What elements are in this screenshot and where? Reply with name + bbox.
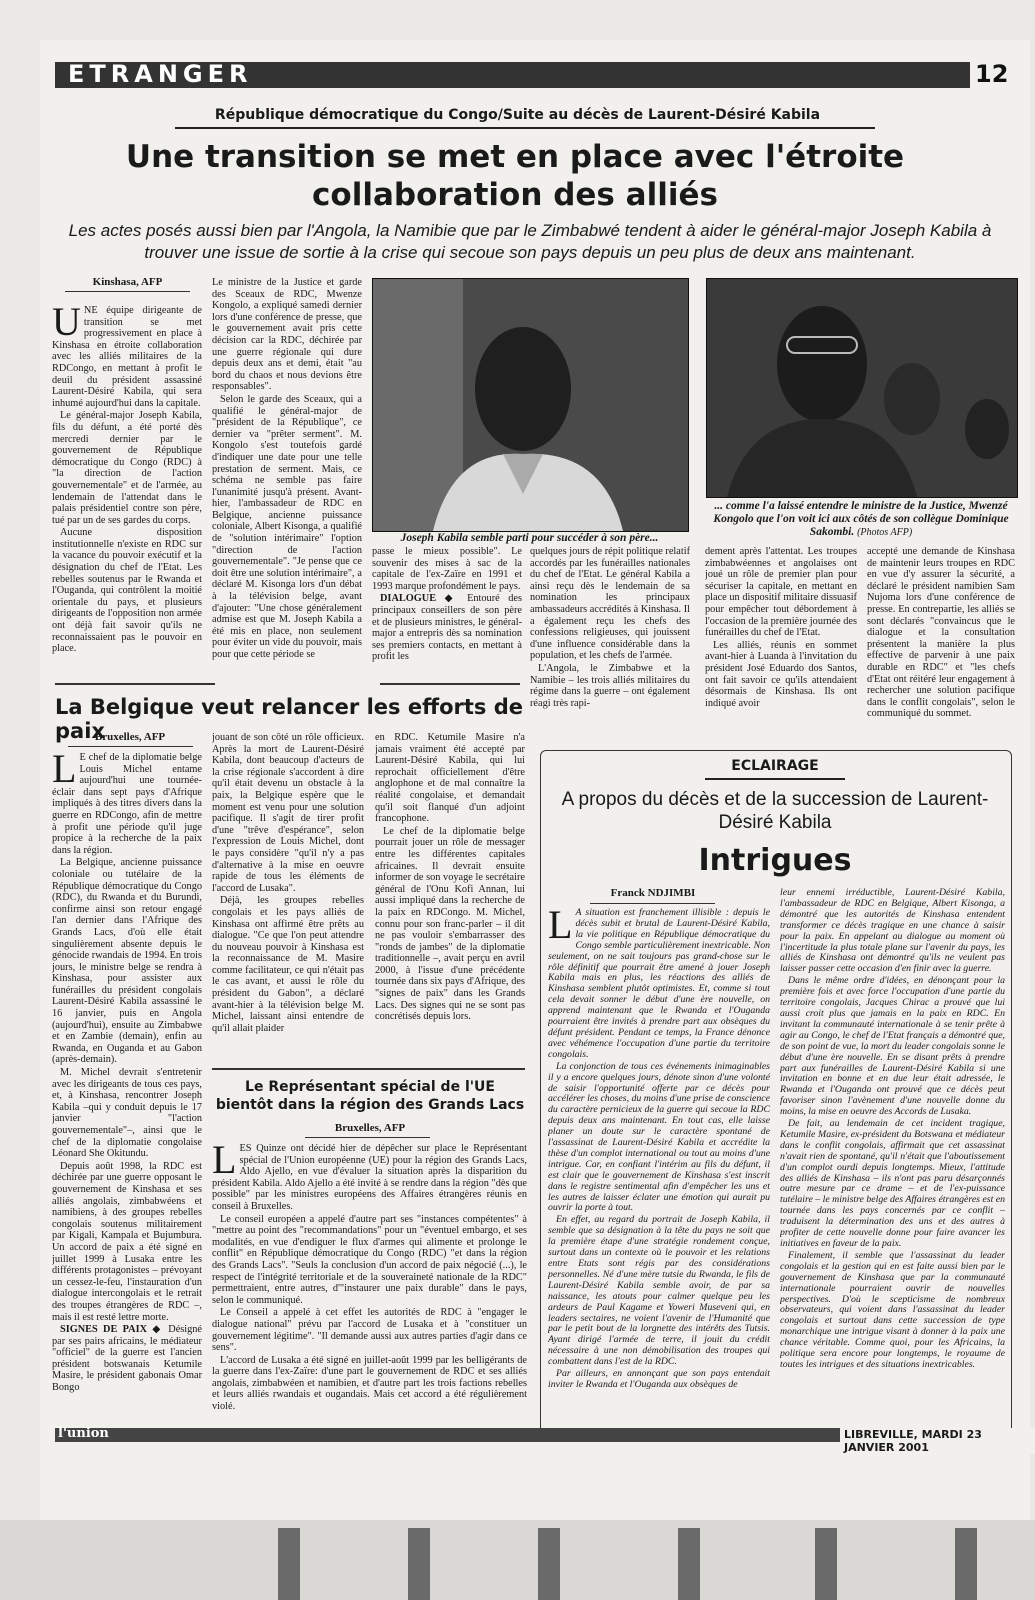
eclairage-tag: ECLAIRAGE (705, 758, 845, 780)
paragraph: Déjà, les groupes rebelles congolais et les pays alliés de Kinshasa ont affirmé être prêts au dialogue. "Ce que l'on peut attendre du nouveau pouvoir à Kinshasa est la reconnaissance de M. Masire comme facilitateur, ce qui n'était pas le cas avant, et aussi le rôle du président du Gabon", a déclaré avant-hier à la télévision belge M. Michel, laissant ainsi entendre de qu'il allait plaider (212, 895, 364, 1034)
paragraph: Finalement, il semble que l'assassinat du leader congolais et la gestion qui en est faite aussi bien par le gouvernement de Kinshasa que par la communauté internationale pourraient ouvrir de nouvelles perspectives. D'où le scepticisme de nombreux observateurs, qui voient dans l'assassinat du leader congolais et surtout dans cette succession de type monarchique une intrigue visant à donner à la paix une chance véritable. Comme quoi, pour les Africains, la politique sera encore pour longtemps, le royaume de toutes les intrigues et des situations inextricables. (780, 1249, 1005, 1370)
paragraph: Par ailleurs, en annonçant que son pays entendait inviter le Rwanda et l'Ouganda aux obsèques de (548, 1368, 770, 1390)
paragraph: ES Quinze ont décidé hier de dépêcher sur place le Représentant spécial de l'Union européenne (UE) pour la région des Grands Lacs, Aldo Ajello, en vue d'évaluer la situation après la disparition du président Kabila. Aldo Ajello a été invité à se rendre dans la région "dès que possible" par les ministres européens des Affaires étrangères réunis en conseil à Bruxelles. (212, 1143, 527, 1212)
paragraph: leur ennemi irréductible, Laurent-Désiré Kabila, l'ambassadeur de RDC en Belgique, Albert Kisonga, a démontré que les autorités de Kinshasa entendent transformer ce décès tragique en une chance à saisir pour la paix. En appelant au dialogue au moment où l'incertitude la plus totale plane sur l'avenir du pays, les alliés de Kinshasa ont démontré qu'ils ne veulent pas laisser passer cette occasion d'en finir avec la guerre. (780, 888, 1005, 975)
photo-credit: (Photos AFP) (857, 527, 913, 538)
eclairage-col-1 (548, 908, 770, 1433)
main-col-1 (52, 305, 202, 677)
scan-stripe (815, 1528, 837, 1600)
scan-stripe (278, 1528, 300, 1600)
paragraph: Entouré des principaux conseillers de son père et de plusieurs ministres, le général-major a entrepris dès sa nomination ses premiers contacts, en mettant à profit les (372, 593, 522, 663)
paragraph: La Belgique, ancienne puissance coloniale ou tutélaire de la République démocratique du Congo (RDC), du Rwanda et du Burundi, confirme ainsi son retour engagé l'an dernier dans l'Afrique des Grands Lacs, d'où elle était singulièrement absente depuis le génocide rwandais de 1994. En trois jours, le ministre belge se rendra à Kinshasa, pour assister aux funérailles du président congolais Laurent-Désiré Kabila assassiné le 16 janvier, puis en Angola (aujourd'hui), ensuite au Zimbabwe et en Zambie (demain), enfin au Rwanda, en Ouganda et au Gabon (après-demain). (52, 857, 202, 1066)
paragraph: Depuis août 1998, la RDC est déchirée par une guerre opposant le gouvernement de Kinshasa et ses alliés angolais, zimbabwéens et namibiens, à des groupes rebelles congolais soutenus militairement par Kigali, Kampala et Bujumbura. Un accord de paix a été signé en juillet 1999 à Lusaka entre les différents protagonistes – prévoyant un cessez-le-feu, l'instauration d'un dialogue intercongolais et le retrait des troupes étrangères de RDC –, mais il est resté lettre morte. (52, 1160, 202, 1323)
photo-joseph-kabila (372, 278, 689, 532)
paragraph: Le Conseil a appelé à cet effet les autorités de RDC à "engager le dialogue national" prévu par l'accord de Lusaka et à "constituer un gouvernement légitime". "Il demande aussi aux autres parties d'agir dans ce sens". (212, 1307, 527, 1354)
paragraph: Le chef de la diplomatie belge pourrait jouer un rôle de messager entre les différentes capitales africaines. Il devrait ensuite informer de son voyage le secrétaire général de l'Onu Kofi Annan, lui aussi impliqué dans la recherche de la paix en RDCongo. M. Michel, connu pour son franc-parler – il dit ne pas vouloir s'embarrasser des "ronds de jambes" de la diplomatie traditionnelle –, avait perçu en avril 2000, à l'issue d'une précédente tournée dans six pays d'Afrique, des "signes de paix" dans les Grands Lacs. Des signes qui ne se sont pas concrétisés depuis lors. (375, 825, 525, 1023)
paragraph: La conjonction de tous ces événements inimaginables il y a encore quelques jours, dénote sinon d'une volonté de saisir l'opportunité offerte par ce décès pour accélérer les choses, du moins d'une prise de conscience du caractère pernicieux de la guerre qui secoue la RDC depuis deux ans maintenant. En tout cas, elle laisse planer un doute sur le caractère spontané de l'assassinat de Laurent-Désiré Kabila et accrédite la thèse d'un complot international ou tout au moins d'une intrigue. Car, en confiant l'intérim au fils du défunt, il est clair que le gouvernement de Kinshasa s'est inscrit dans le registre sentimental afin d'empêcher les uns et les autres de laisser éclater une émotion qui aurait pu ouvrir la porte à tout. (548, 1060, 770, 1214)
paragraph: Le ministre de la Justice et garde des Sceaux de RDC, Mwenze Kongolo, a expliqué samedi dernier lors d'une conférence de presse, que le gouvernement avait pris cette décision car la RDC, déchirée par une guerre régionale qui dure depuis deux ans et demi, était "au bord du chaos et nous devions être responsables". (212, 277, 362, 393)
main-dateline: Kinshasa, AFP (92, 276, 163, 288)
paragraph: Les alliés, réunis en sommet avant-hier à Luanda à l'invitation du président José Eduardo dos Santos, ont fait savoir ce qu'ils attendaient désormais de Kinshasa. Ils ont indiqué avoir (705, 639, 857, 709)
photo-caption-2 (706, 500, 1016, 539)
paragraph: M. Michel devrait s'entretenir avec les dirigeants de tous ces pays, et, à Kinshasa, rencontrer Joseph Kabila –qui y conduit depuis le 17 janvier "l'action gouvernementale"–, ainsi que le chef de la diplomatie congolaise Léonard She Okitundu. (52, 1067, 202, 1160)
ue-title: Le Représentant spécial de l'UE bientôt dans la région des Grands Lacs (215, 1079, 525, 1113)
paragraph: E chef de la diplomatie belge Louis Michel entame aujourd'hui une tournée-éclair dans sept pays d'Afrique impliqués à des titres divers dans la guerre en RDCongo, afin de mettre à profit une période qu'il juge propice à la recherche de la paix dans la région. (52, 752, 202, 856)
paragraph: A situation est franchement illisible : depuis le décès subit et brutal de Laurent-Désiré Kabila, la vie politique en République démocratique du Congo semble particulièrement inextricable. Non seulement, on ne sait toujours pas grand-chose sur le rôle définitif que pourrait être amené à jouer Joseph Kabila mais en plus, les réactions des alliés de Kinshasa semblent plutôt optimistes. Et, comme si tout cela devait sonner le début d'une ère nouvelle, on apprend maintenant que le Rwanda et l'Ouganda pourraient être invités à prendre part aux obsèques du défunt président. Pendant ce temps, la France dénonce avec véhémence l'occupation d'une partie du territoire congolais. (548, 908, 770, 1060)
headline: Une transition se met en place avec l'étroite collaboration des alliés (125, 139, 905, 213)
dateline-rule (68, 746, 193, 747)
eclairage-subtitle: A propos du décès et de la succession de Laurent-Désiré Kabila (561, 789, 989, 833)
belgique-col-2 (212, 732, 364, 1062)
paragraph: accepté une demande de Kinshasa de maintenir leurs troupes en RDC en vue d'y assurer la sécurité, a déclaré le président namibien Sam Nujoma lors d'une conférence de presse. En contrepartie, les alliés se sont déclarés "convaincus que le dialogue et la consultation présentent la manière la plus effective de parvenir à une paix durable en RDC" et "les chefs d'Etat ont réitéré leur engagement à rechercher une solution pacifique dans le conflit congolais", selon le communiqué du sommet. (867, 546, 1015, 720)
dropcap: L (52, 752, 77, 791)
belgique-dateline: Bruxelles, AFP (94, 731, 166, 743)
dateline-rule (305, 1137, 430, 1138)
paragraph: Aucune disposition institutionnelle n'existe en RDC sur la vacance du pouvoir exécutif et la désignation du chef de l'Etat. Les rebelles soutenus par le Rwanda et l'Ouganda, qui contrôlent la moitié orientale du pays, et plusieurs dirigeants de l'opposition non armée ont déjà fait savoir qu'ils ne reconnaissaient pas le pouvoir en place. (52, 527, 202, 655)
dropcap: L (548, 908, 573, 947)
kicker: République démocratique du Congo/Suite au décès de Laurent-Désiré Kabila (214, 107, 821, 123)
section-rule (380, 683, 520, 685)
paragraph: Le conseil européen a appelé d'autre part ses "instances compétentes" à "mettre au point des "recommandations" pour un "éventuel embargo, et ses modalités, en vue d'endiguer le flux d'armes qui alimente et prolonge le conflit" en République démocratique du Congo (RDC) "et dans la région des Grands Lacs". "Seuls la conclusion d'un accord de paix négocié (...), le respect de l'intégrité territoriale et de la souveraineté nationale de la RDC" permettraient, entre autres, d'"instaurer une paix durable" dans le pays, selon le communiqué. (212, 1213, 527, 1306)
paragraph: dement après l'attentat. Les troupes zimbabwéennes et angolaises ont joué un rôle de premier plan pour sécuriser la capitale, en mettant en place un dispositif militaire dissuasif pour empêcher tout débordement à l'occasion de la première journée des funérailles du chef de l'Etat. (705, 546, 857, 639)
belgique-col-3 (375, 732, 525, 1062)
footer-date: LIBREVILLE, MARDI 23 JANVIER 2001 (840, 1428, 1035, 1454)
paragraph: Selon le garde des Sceaux, qui a qualifié le général-major de "président de la République", ce dernier va "prêter serment". M. Kongolo s'est toutefois gardé d'indiquer une date pour une telle prestation de serment. Mais, ce schéma ne semble pas faire l'unanimité jusqu'à présent. Avant-hier, l'ambassadeur de RDC en Belgique, ancienne puissance coloniale, Albert Kisonga, a qualifié de "solution intérimaire" l'option "direction de l'action gouvernementale". "Je pense que ce doit être une solution intérimaire", a déclaré M. Kisonga lors d'un débat à la télévision belge, avant d'ajouter: "Une chose généralement admise est que M. Joseph Kabila a été mis en place, non seulement pour éviter un vide du pouvoir, mais pour que cette période se (212, 393, 362, 660)
scan-stripe (408, 1528, 430, 1600)
belgique-col-1 (52, 752, 202, 1420)
belgique-title: La Belgique veut relancer les efforts de paix (55, 695, 523, 743)
paragraph: NE équipe dirigeante de transition se met progressivement en place à Kinshasa en étroite collaboration avec les alliés militaires de la RDCongo, en mettant à profit le deuil du président assassiné Laurent-Désiré Kabila, qui sera inhumé aujourd'hui dans la capitale. (52, 305, 202, 409)
scan-stripe (678, 1528, 700, 1600)
deck: Les actes posés aussi bien par l'Angola, la Namibie que par le Zimbabwé tendent à aider le général-major Joseph Kabila à trouver une issue de sortie à la crise qui secoue son pays depuis un peu plus de deux ans maintenant. (68, 221, 992, 262)
paragraph: Dans le même ordre d'idées, en dénonçant pour la première fois et avec force l'occupation d'une partie du territoire congolais, Jacques Chirac a prouvé que lui aussi croit plus que jamais en la paix en RDC. En invitant la communauté internationale à se tenir prête à agir au Congo, le chef de l'Etat français a démontré que, de son point de vue, la mort du leader congolais sonne le début d'une ère nouvelle. En se disant prêts à prendre part aux funérailles de Laurent-Désiré Kabila si une invitation en bonne et en due leur était adressée, le Rwanda et l'Ouganda ont prouvé que ce décès peut favoriser sinon l'avènement d'une nouvelle donne du moins, la mise en oeuvre des Accords de Lusaka. (780, 975, 1005, 1118)
ue-dateline: Bruxelles, AFP (334, 1122, 406, 1134)
kicker-rule (175, 127, 875, 129)
main-col-2 (212, 277, 362, 675)
paragraph: Désigné par ses pairs africains, le médiateur "officiel" de la guerre est l'ancien président botswanais Ketumile Masire, le président gabonais Omar Bongo (52, 1324, 202, 1394)
eclairage-title: Intrigues (698, 843, 852, 878)
dropcap: L (212, 1143, 237, 1182)
scan-stripe (955, 1528, 977, 1600)
main-col-4 (530, 546, 690, 728)
eclairage-byline: Franck NDJIMBI (610, 887, 696, 899)
paragraph: L'accord de Lusaka a été signé en juillet-août 1999 par les belligérants de la guerre dans l'ex-Zaïre: d'une part le gouvernement de RDC et ses alliés angolais, zimbabwéen et namibien, et d'autre part les trois factions rebelles et leurs alliés rwandais et ougandais. Mais cet accord a été régulièrement violé. (212, 1354, 527, 1413)
byline-rule (590, 903, 715, 904)
paragraph: Le général-major Joseph Kabila, fils du défunt, a été porté dès mercredi dernier par le gouvernement de République démocratique du Congo (RDC) à "la direction de l'action gouvernementale" et de l'armée, au lendemain de l'attendat dans le palais présidentiel contre son père, tué par un de ses gardes du corps. (52, 410, 202, 526)
paragraph: En effet, au regard du portrait de Joseph Kabila, il semble que sa désignation à la tête du pays ne soit que la première étape d'une stratégie rondement conçue, surtout dans un contexte où le pouvoir et les relations entre Etats sont régis par des considérations personnelles. Né d'une mère tutsie du Rwanda, le fils de Laurent-Désiré Kabila semble avoir, de par sa naissance, les atouts pour calmer quelque peu les ardeurs de Paul Kagame et Yoweri Museveni qui, en leaders sectaires, ne voient l'avenir de l'Humanité que par le petit bout de la lorgnette des intérêts des Tutsis. Ayant dirigé l'armée de terre, il jouit du crédit nécessaire à une non démobilisation des troupes qui combattent dans l'est de la RDC. (548, 1214, 770, 1368)
photo-mwenze-kongolo (706, 278, 1018, 498)
scan-stripe (538, 1528, 560, 1600)
photo-caption-1: Joseph Kabila semble parti pour succéder à son père... (400, 532, 659, 544)
paragraph: quelques jours de répit politique relatif accordés par les funérailles nationales du chef de l'Etat. Le général Kabila a ainsi reçu dès le lendemain de sa nomination les principaux ambassadeurs accrédités à Kinshasa. Il a également reçu les chefs des confessions religieuses, qui jouissent d'une influence considérable dans la population, et les chefs de l'armée. (530, 546, 690, 662)
paragraph: L'Angola, le Zimbabwe et la Namibie – les trois alliés militaires du régime dans la guerre – ont également réagi très rapi- (530, 662, 690, 709)
paragraph: passe le mieux possible". Le souvenir des mises à sac de la capitale de l'ex-Zaïre en 1991 et 1993 marque profondément le pays. (372, 546, 522, 592)
paragraph: en RDC. Ketumile Masire n'a jamais vraiment été accepté par Laurent-Désiré Kabila, qui lui reprochait officiellement d'être anglophone et de mal connaître la réalité congolaise, et demandait qu'il soit flanqué d'un adjoint francophone. (375, 732, 525, 825)
main-col-3 (372, 546, 522, 678)
page-number: 12 (975, 60, 1009, 88)
dropcap: U (52, 305, 81, 344)
main-col-5 (705, 546, 857, 728)
caption-text: ... comme l'a laissé entendre le ministre de la Justice, Mwenzé Kongolo que l'on voit ici aux côtés de son collègue Dominique Sakombi. (713, 500, 1009, 538)
ue-body (212, 1143, 527, 1423)
eclairage-col-2 (780, 888, 1005, 1433)
footer-brand: l'union (58, 1426, 109, 1441)
subhead: SIGNES DE PAIX ◆ (60, 1324, 163, 1336)
section-rule (212, 1068, 525, 1070)
paragraph: De fait, au lendemain de cet incident tragique, Ketumile Masire, ex-président du Botswana et médiateur dans le conflit congolais, affirmait que cet assassinat n'avait rien de spontané, qu'il n'était que l'aboutissement d'un complot ourdi depuis longtemps. Mieux, l'attitude des alliés de Kinshasa – ils n'ont pas paru désarçonnés outre mesure par ce drame – et de l'ex-puissance tutélaire – le ministre belge des Affaires étrangères est en tournée dans les pays concernés par ce conflit – traduisent la détermination des uns et des autres à profiter de cette nouvelle donne pour faire avancer les initiatives en faveur de la paix. (780, 1118, 1005, 1249)
page-bottom-scrap (0, 1520, 1035, 1600)
dateline-rule (65, 291, 190, 292)
main-col-6 (867, 546, 1015, 728)
paragraph: jouant de son côté un rôle officieux. Après la mort de Laurent-Désiré Kabila, dont beaucoup d'acteurs de la crise régionale s'accordent à dire qu'il était devenu un obstacle à la paix, la Belgique espère que le moment est venu pour une solution pacifique. Il s'agit de tirer profit d'une "trêve d'espérance", selon l'expression de Louis Michel, dont le pays considère "qu'il n'y a pas d'alternative à la mise en oeuvre rapide de tous les éléments de l'accord de Lusaka". (212, 732, 364, 894)
section-rule (55, 683, 215, 685)
section-title: ETRANGER (68, 60, 253, 88)
subhead: DIALOGUE ◆ (380, 593, 459, 605)
